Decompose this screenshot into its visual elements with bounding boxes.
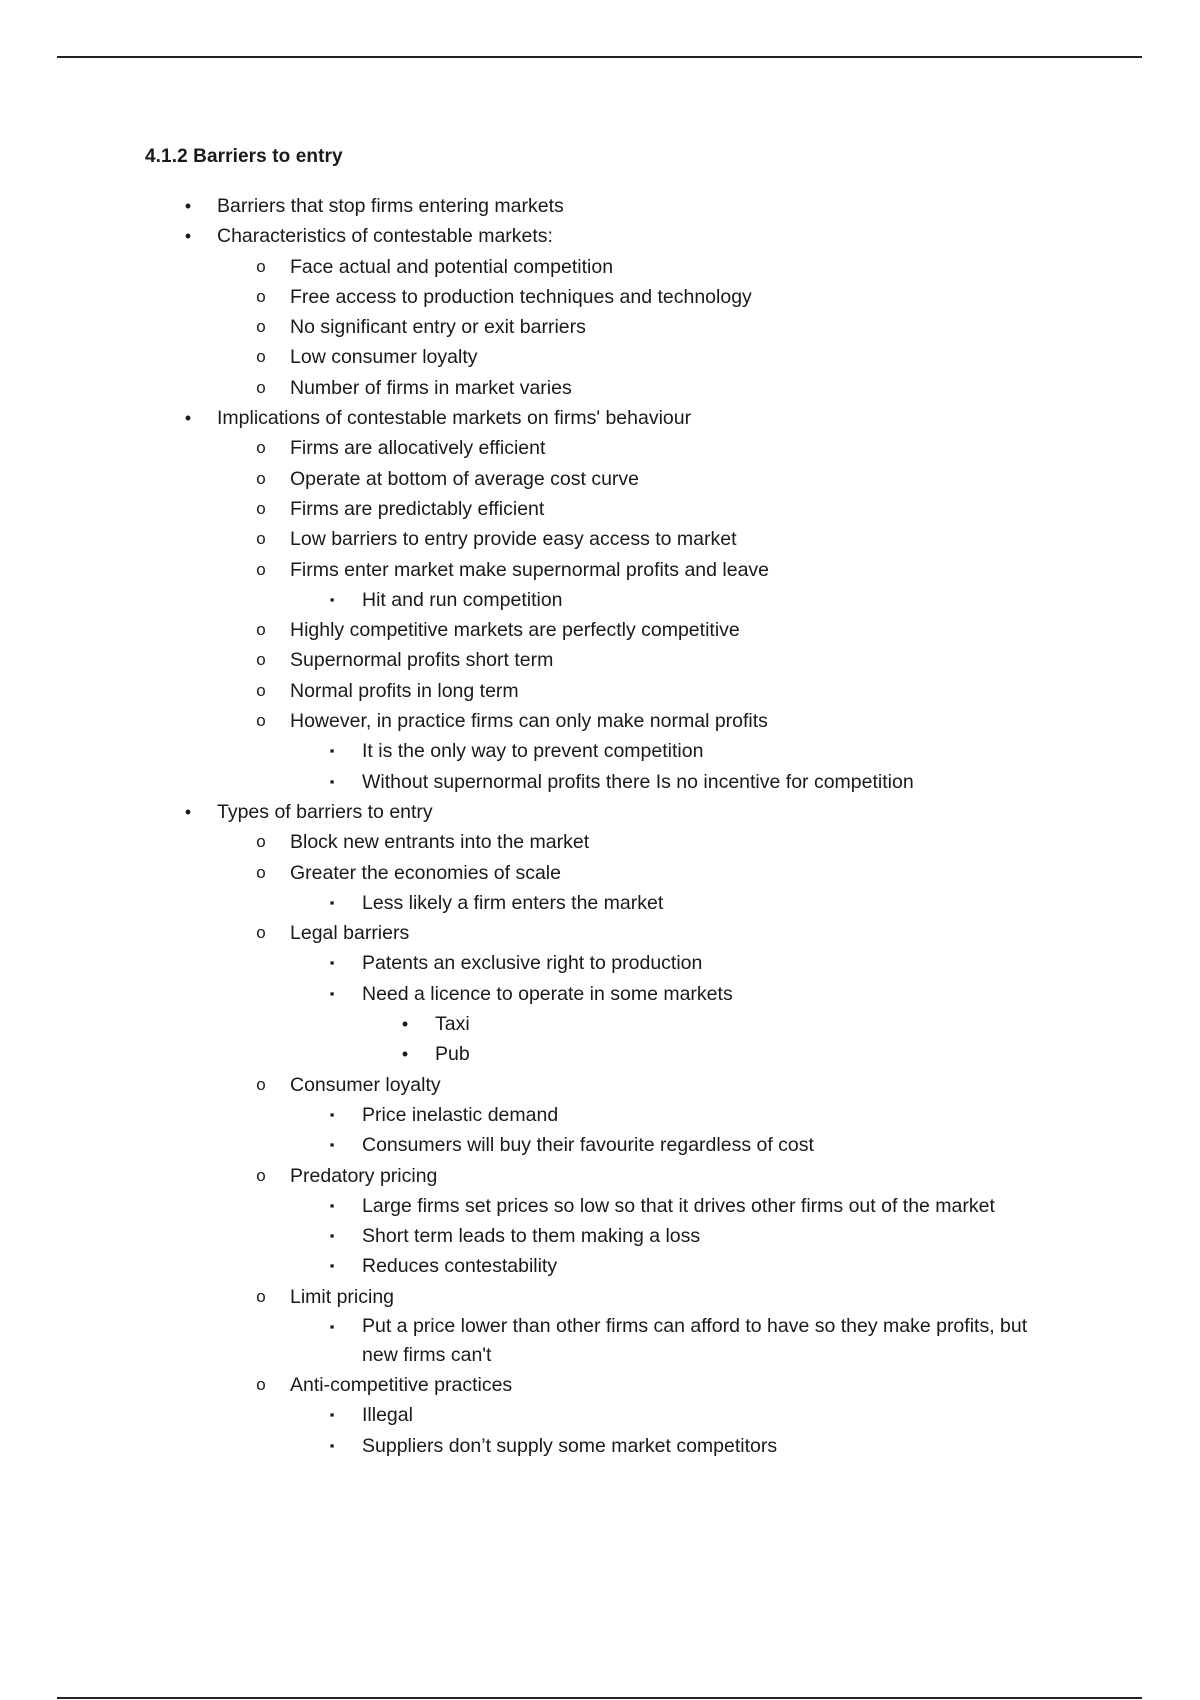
list-item-text: Less likely a firm enters the market	[362, 891, 664, 914]
list-item-text: Pub	[435, 1043, 470, 1066]
list-item-text: Consumers will buy their favourite regardless of cost	[362, 1134, 814, 1157]
bullet-marker: ▪	[329, 955, 335, 971]
bullet-marker: o	[256, 832, 266, 852]
list-item-level-2	[0, 827, 1200, 857]
list-item-text: Large firms set prices so low so that it drives other firms out of the market	[362, 1194, 995, 1217]
list-item-level-2	[0, 706, 1200, 736]
list-item-level-3	[0, 979, 1200, 1009]
notes-outline	[0, 191, 1200, 1461]
list-item-text: Firms are allocatively efficient	[290, 437, 546, 460]
bullet-marker: ▪	[329, 894, 335, 910]
bullet-marker: ▪	[329, 773, 335, 789]
bullet-marker: o	[256, 862, 266, 882]
bullet-marker: ▪	[329, 743, 335, 759]
list-item-level-3	[0, 1191, 1200, 1221]
list-item-text: It is the only way to prevent competition	[362, 740, 704, 763]
list-item-level-3	[0, 736, 1200, 766]
list-item-level-2	[0, 918, 1200, 948]
list-item-text: Put a price lower than other firms can afford to have so they make profits, but new firms can't	[362, 1314, 1028, 1366]
bullet-marker: o	[256, 620, 266, 640]
list-item-level-3	[0, 1251, 1200, 1281]
list-item-level-1	[0, 191, 1200, 221]
list-item-text: Price inelastic demand	[362, 1103, 559, 1126]
list-item-text: Hit and run competition	[362, 588, 563, 611]
list-item-text: Taxi	[435, 1013, 470, 1036]
bullet-marker: •	[401, 1044, 409, 1065]
list-item-level-1	[0, 221, 1200, 251]
list-item-level-2	[0, 1282, 1200, 1312]
bullet-marker: ▪	[329, 1437, 335, 1453]
list-item-level-3	[0, 1312, 1200, 1370]
list-item-text: Normal profits in long term	[290, 679, 519, 702]
bullet-marker: ▪	[329, 1106, 335, 1122]
bullet-marker: o	[256, 680, 266, 700]
list-item-text: Legal barriers	[290, 922, 410, 945]
list-item-level-2	[0, 524, 1200, 554]
list-item-text: Patents an exclusive right to production	[362, 952, 703, 975]
list-item-text: Supernormal profits short term	[290, 649, 554, 672]
bullet-marker: o	[256, 286, 266, 306]
list-item-level-2	[0, 342, 1200, 372]
bullet-marker: o	[256, 1074, 266, 1094]
list-item-text: Highly competitive markets are perfectly competitive	[290, 619, 740, 642]
list-item-level-3	[0, 1100, 1200, 1130]
bullet-marker: ▪	[329, 1407, 335, 1423]
list-item-level-2	[0, 433, 1200, 463]
list-item-text: Need a licence to operate in some markets	[362, 982, 733, 1005]
list-item-level-3	[0, 948, 1200, 978]
list-item-text: Consumer loyalty	[290, 1073, 441, 1096]
list-item-text: Predatory pricing	[290, 1164, 438, 1187]
list-item-level-2	[0, 858, 1200, 888]
list-item-text: Implications of contestable markets on firms' behaviour	[217, 407, 692, 430]
list-item-text: Operate at bottom of average cost curve	[290, 467, 640, 490]
list-item-level-2	[0, 494, 1200, 524]
list-item-level-2	[0, 373, 1200, 403]
list-item-level-3	[0, 1130, 1200, 1160]
bullet-marker: o	[256, 559, 266, 579]
list-item-text: Characteristics of contestable markets:	[217, 225, 553, 248]
list-item-level-2	[0, 645, 1200, 675]
bullet-marker: ▪	[329, 1228, 335, 1244]
list-item-text: Short term leads to them making a loss	[362, 1225, 701, 1248]
list-item-text: Low consumer loyalty	[290, 346, 478, 369]
bullet-marker: ▪	[329, 1137, 335, 1153]
list-item-text: Illegal	[362, 1404, 413, 1427]
list-item-level-4	[0, 1039, 1200, 1069]
bullet-marker: o	[256, 1286, 266, 1306]
bullet-marker: o	[256, 650, 266, 670]
list-item-level-3	[0, 888, 1200, 918]
list-item-text: However, in practice firms can only make normal profits	[290, 710, 768, 733]
bullet-marker: o	[256, 468, 266, 488]
list-item-level-3	[0, 1400, 1200, 1430]
section-heading: 4.1.2 Barriers to entry	[145, 146, 343, 167]
list-item-level-2	[0, 1161, 1200, 1191]
bullet-marker: ▪	[329, 985, 335, 1001]
list-item-text: Block new entrants into the market	[290, 831, 590, 854]
list-item-text: No significant entry or exit barriers	[290, 316, 586, 339]
list-item-text: Barriers that stop firms entering markets	[217, 195, 564, 217]
list-item-level-2	[0, 252, 1200, 282]
bullet-marker: o	[256, 1374, 266, 1394]
list-item-level-2	[0, 282, 1200, 312]
bullet-marker: o	[256, 256, 266, 276]
list-item-text: Low barriers to entry provide easy access to market	[290, 528, 737, 551]
list-item-level-4	[0, 1009, 1200, 1039]
bullet-marker: o	[256, 377, 266, 397]
list-item-level-2	[0, 1370, 1200, 1400]
bullet-marker: ▪	[329, 1318, 335, 1334]
bullet-marker: ▪	[329, 1258, 335, 1274]
list-item-level-3	[0, 767, 1200, 797]
list-item-text: Face actual and potential competition	[290, 255, 614, 278]
list-item-level-3	[0, 1221, 1200, 1251]
list-item-text: Limit pricing	[290, 1285, 395, 1308]
bullet-marker: o	[256, 438, 266, 458]
bullet-marker: •	[184, 196, 192, 216]
list-item-level-3	[0, 585, 1200, 615]
list-item-text: Number of firms in market varies	[290, 376, 572, 399]
list-item-level-2	[0, 555, 1200, 585]
list-item-level-3	[0, 1431, 1200, 1461]
list-item-level-1	[0, 797, 1200, 827]
list-item-level-2	[0, 676, 1200, 706]
list-item-level-2	[0, 615, 1200, 645]
bullet-marker: •	[184, 408, 192, 429]
list-item-text: Suppliers don’t supply some market competitors	[362, 1434, 778, 1457]
bullet-marker: o	[256, 529, 266, 549]
bullet-marker: o	[256, 923, 266, 943]
list-item-level-2	[0, 1070, 1200, 1100]
list-item-level-2	[0, 312, 1200, 342]
bullet-marker: ▪	[329, 591, 335, 607]
bullet-marker: o	[256, 1165, 266, 1185]
bullet-marker: o	[256, 317, 266, 337]
bullet-marker: •	[184, 226, 192, 247]
list-item-text: Greater the economies of scale	[290, 861, 561, 884]
list-item-text: Reduces contestability	[362, 1255, 558, 1278]
list-item-text: Without supernormal profits there Is no incentive for competition	[362, 770, 914, 793]
bullet-marker: o	[256, 498, 266, 518]
bullet-marker: o	[256, 347, 266, 367]
list-item-text: Anti-competitive practices	[290, 1373, 513, 1396]
list-item-level-1	[0, 403, 1200, 433]
list-item-text: Firms enter market make supernormal profits and leave	[290, 558, 770, 581]
list-item-text: Firms are predictably efficient	[290, 497, 545, 520]
bullet-marker: •	[184, 801, 192, 822]
list-item-level-2	[0, 464, 1200, 494]
list-item-text: Free access to production techniques and technology	[290, 285, 752, 308]
bullet-marker: •	[401, 1014, 409, 1035]
footer-rule	[57, 1697, 1142, 1699]
header-rule	[57, 56, 1142, 58]
bullet-marker: o	[256, 711, 266, 731]
bullet-marker: ▪	[329, 1197, 335, 1213]
list-item-text: Types of barriers to entry	[217, 800, 433, 823]
